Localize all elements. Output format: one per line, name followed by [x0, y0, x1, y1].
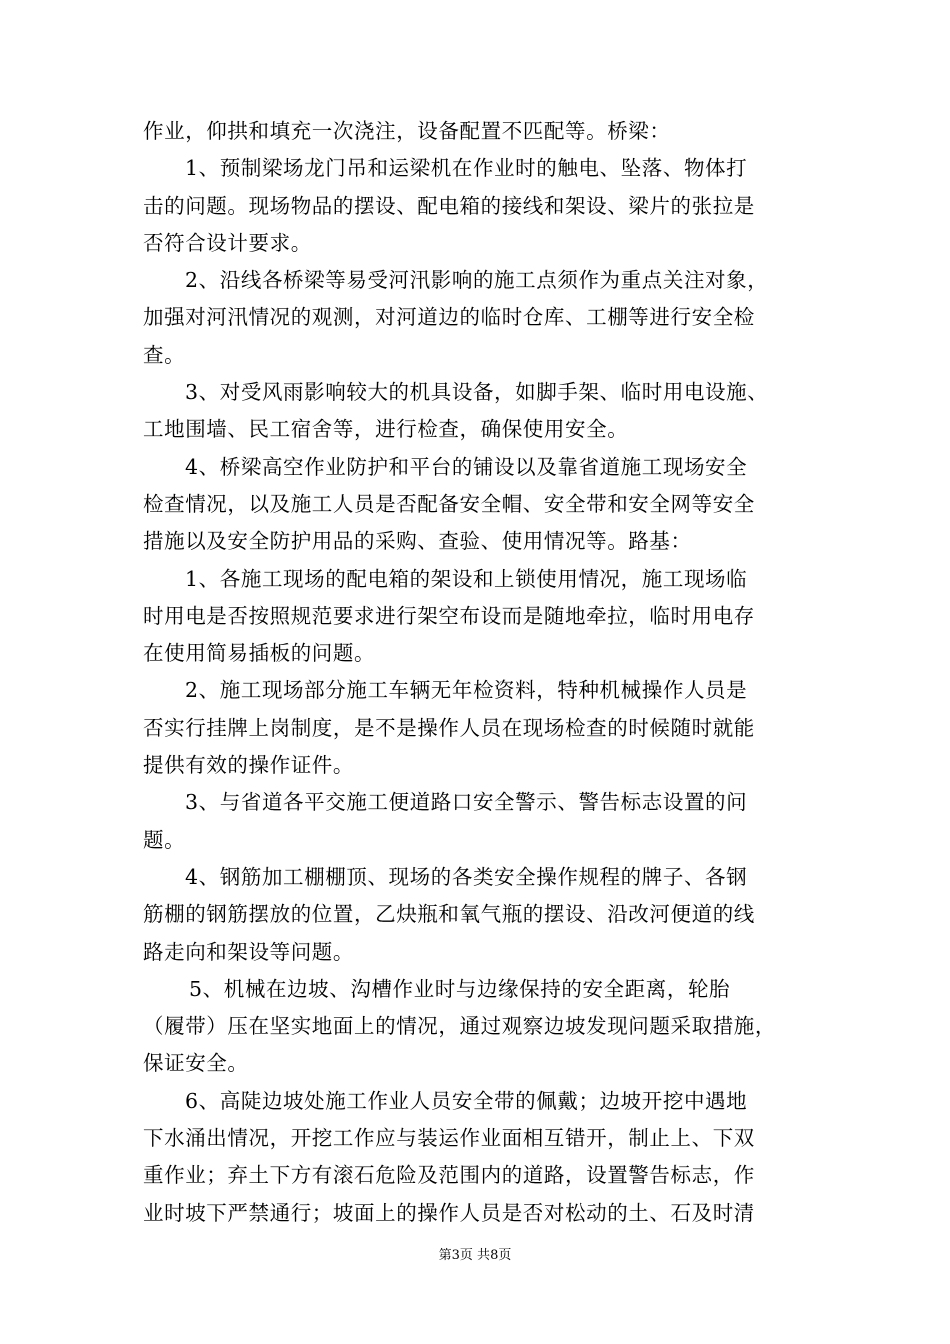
- text-line: 否符合设计要求。: [143, 230, 312, 255]
- text-line: 工地围墙、民工宿舍等，进行检查，确保使用安全。: [143, 417, 629, 442]
- text-line: 措施以及安全防护用品的采购、查验、使用情况等。路基：: [143, 529, 692, 554]
- text-line: 作业，仰拱和填充一次浇注，设备配置不匹配等。桥梁：: [143, 119, 671, 143]
- text-line: 重作业；弃土下方有滚石危险及范围内的道路，设置警告标志，作: [143, 1163, 755, 1188]
- text-line: 业时坡下严禁通行；坡面上的操作人员是否对松动的土、石及时清: [143, 1200, 755, 1225]
- text-line: 查。: [143, 342, 186, 367]
- text-line: 题。: [143, 827, 186, 852]
- text-line: 筋棚的钢筋摆放的位置，乙炔瓶和氧气瓶的摆设、沿改河便道的线: [143, 902, 755, 927]
- text-line: 保证安全。: [143, 1051, 249, 1076]
- footer-middle: 页 共: [459, 1248, 491, 1263]
- text-line: 提供有效的操作证件。: [143, 753, 354, 778]
- text-line: 检查情况，以及施工人员是否配备安全帽、安全带和安全网等安全: [143, 491, 755, 516]
- footer-current-page: 3: [451, 1248, 460, 1263]
- text-line: 击的问题。现场物品的摆设、配电箱的接线和架设、梁片的张拉是: [143, 193, 755, 218]
- text-line: 2、施工现场部分施工车辆无年检资料，特种机械操作人员是: [185, 678, 748, 703]
- text-line: 1、预制梁场龙门吊和运梁机在作业时的触电、坠落、物体打: [185, 156, 748, 181]
- text-line: 否实行挂牌上岗制度，是不是操作人员在现场检查的时候随时就能: [143, 715, 755, 740]
- text-line: 路走向和架设等问题。: [143, 939, 354, 964]
- page-footer: [0, 1244, 950, 1263]
- text-line: 4、钢筋加工棚棚顶、现场的各类安全操作规程的牌子、各钢: [185, 864, 748, 889]
- text-line: 下水涌出情况，开挖工作应与装运作业面相互错开，制止上、下双: [143, 1126, 755, 1151]
- text-line: （履带）压在坚实地面上的情况，通过观察边坡发现问题采取措施，: [143, 1014, 776, 1039]
- text-line: 加强对河汛情况的观测，对河道边的临时仓库、工棚等进行安全检: [143, 305, 755, 330]
- text-line: 在使用简易插板的问题。: [143, 641, 376, 666]
- footer-suffix: 页: [498, 1248, 512, 1263]
- text-line: 1、各施工现场的配电箱的架设和上锁使用情况，施工现场临: [185, 566, 748, 591]
- text-line: 6、高陡边坡处施工作业人员安全带的佩戴；边坡开挖中遇地: [185, 1088, 748, 1113]
- text-line: 2、沿线各桥梁等易受河汛影响的施工点须作为重点关注对象，: [185, 268, 769, 293]
- footer-prefix: 第: [438, 1248, 452, 1263]
- text-line: 3、对受风雨影响较大的机具设备，如脚手架、临时用电设施、: [185, 380, 769, 405]
- text-line: 时用电是否按照规范要求进行架空布设而是随地牵拉，临时用电存: [143, 603, 755, 628]
- footer-total-pages: 8: [490, 1248, 499, 1263]
- text-line: 3、与省道各平交施工便道路口安全警示、警告标志设置的问: [185, 790, 748, 815]
- text-line: 5、机械在边坡、沟槽作业时与边缘保持的安全距离，轮胎: [189, 976, 731, 1001]
- document-body: [143, 113, 825, 1232]
- text-line: 4、桥梁高空作业防护和平台的铺设以及靠省道施工现场安全: [185, 454, 748, 479]
